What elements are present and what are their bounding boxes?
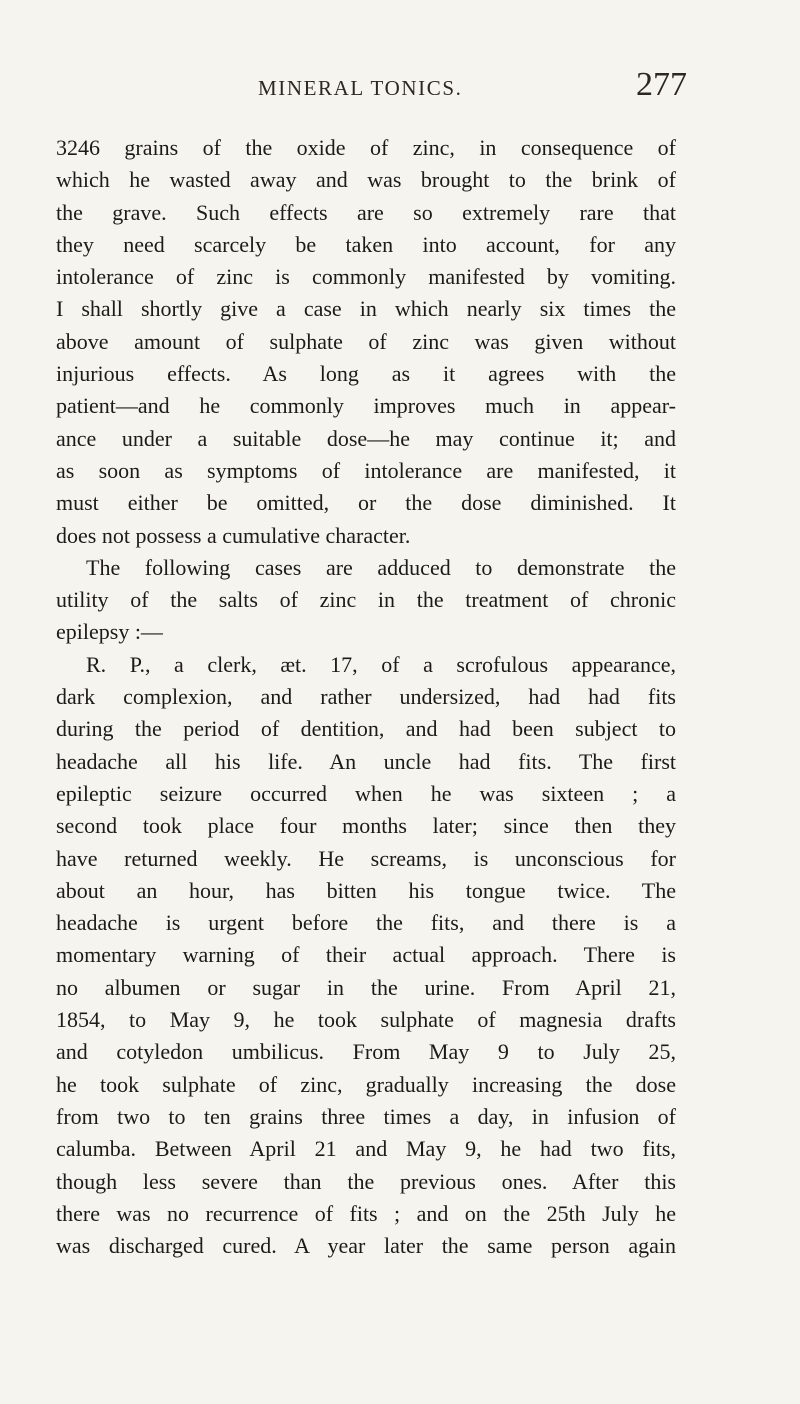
text-line: and cotyledon umbilicus. From May 9 to July 25, — [56, 1039, 676, 1065]
text-line: headache is urgent before the fits, and there is a — [56, 910, 676, 936]
text-line: must either be omitted, or the dose diminished. It — [56, 490, 676, 516]
text-line: have returned weekly. He screams, is unconscious for — [56, 845, 676, 871]
text-line: patient—and he commonly improves much in appear- — [56, 393, 676, 419]
text-line: does not possess a cumulative character. — [56, 522, 411, 548]
text-line: The following cases are adduced to demonstrate the — [86, 554, 676, 580]
running-head: MINERAL TONICS. — [258, 76, 463, 100]
text-line: epileptic seizure occurred when he was sixteen ; a — [56, 780, 676, 806]
text-line: epilepsy :— — [56, 619, 163, 645]
text-line: momentary warning of their actual approach. There is — [56, 942, 676, 968]
text-line: he took sulphate of zinc, gradually increasing the dose — [56, 1071, 676, 1097]
text-line: though less severe than the previous ones. After this — [56, 1168, 676, 1194]
page-number: 277 — [636, 66, 687, 103]
text-line: during the period of dentition, and had been subject to — [56, 716, 676, 742]
text-line: there was no recurrence of fits ; and on the 25th July he — [56, 1200, 676, 1226]
text-line: from two to ten grains three times a day, in infusion of — [56, 1103, 676, 1129]
text-line: as soon as symptoms of intolerance are manifested, it — [56, 457, 676, 483]
text-line: I shall shortly give a case in which nearly six times the — [56, 296, 676, 322]
text-line: which he wasted away and was brought to the brink of — [56, 167, 676, 193]
text-line: calumba. Between April 21 and May 9, he had two fits, — [56, 1136, 676, 1162]
text-line: 1854, to May 9, he took sulphate of magnesia drafts — [56, 1007, 676, 1033]
text-line: dark complexion, and rather undersized, had had fits — [56, 684, 676, 710]
text-line: they need scarcely be taken into account, for any — [56, 231, 676, 257]
text-line: about an hour, has bitten his tongue twice. The — [56, 877, 676, 903]
text-line: intolerance of zinc is commonly manifested by vomiting. — [56, 264, 676, 290]
text-line: 3246 grains of the oxide of zinc, in consequence of — [56, 135, 676, 160]
text-line: the grave. Such effects are so extremely rare that — [56, 199, 676, 225]
text-line: above amount of sulphate of zinc was given without — [56, 328, 676, 354]
text-line: utility of the salts of zinc in the treatment of chronic — [56, 587, 676, 613]
text-line: second took place four months later; since then they — [56, 813, 676, 839]
text-line: no albumen or sugar in the urine. From April 21, — [56, 974, 676, 1000]
text-line: headache all his life. An uncle had fits. The first — [56, 748, 676, 774]
text-line: R. P., a clerk, æt. 17, of a scrofulous appearance, — [86, 651, 676, 677]
body-text — [56, 132, 676, 1262]
text-line: ance under a suitable dose—he may continue it; and — [56, 425, 676, 451]
text-line: injurious effects. As long as it agrees with the — [56, 361, 676, 387]
text-line: was discharged cured. A year later the same person again — [56, 1233, 676, 1259]
